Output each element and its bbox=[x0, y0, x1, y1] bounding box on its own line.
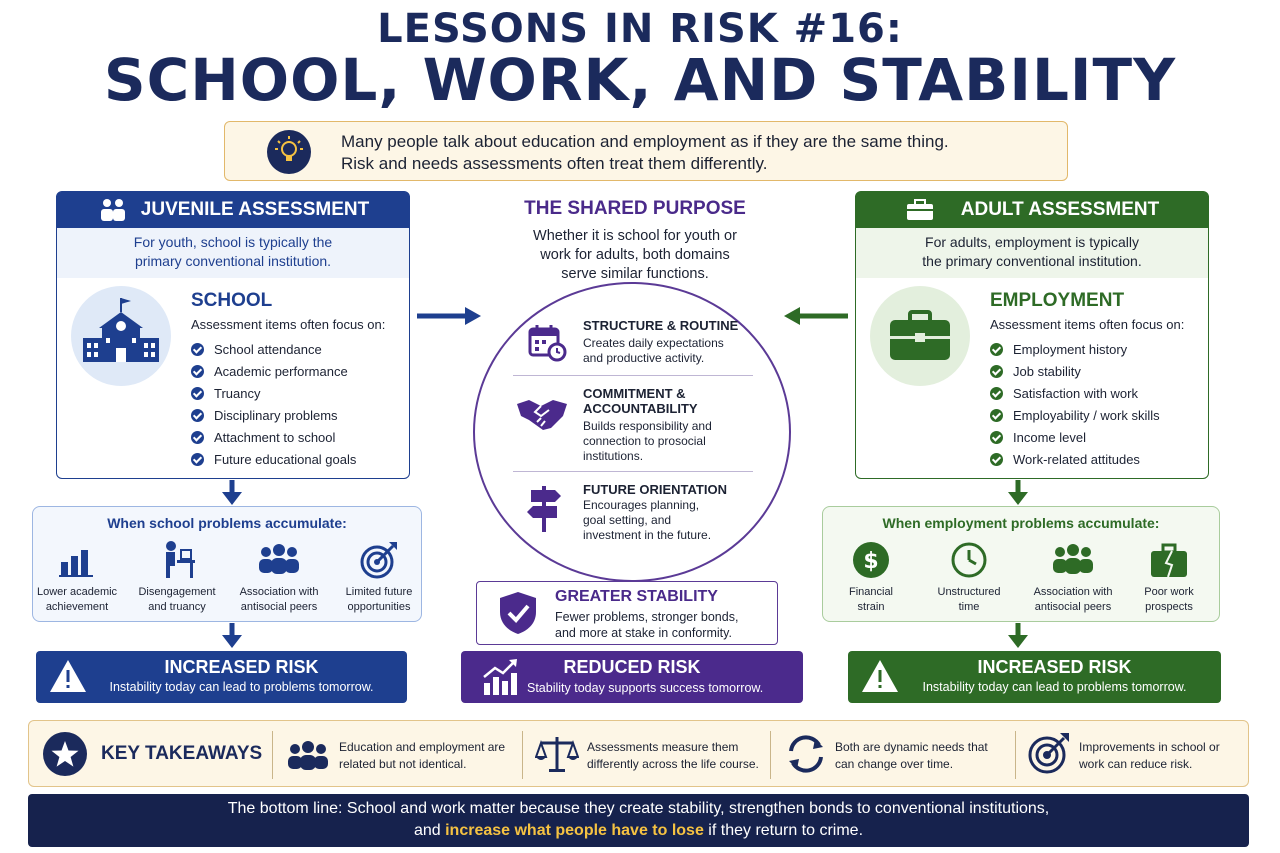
juvenile-lead: Assessment items often focus on: bbox=[191, 317, 386, 332]
divider bbox=[513, 471, 753, 472]
item-label: Academic performance bbox=[214, 363, 348, 379]
juvenile-risk-box bbox=[36, 651, 407, 703]
desc-line: investment in the future. bbox=[583, 528, 712, 542]
school-problems-box bbox=[32, 506, 422, 622]
desc-line: connection to prosocial bbox=[583, 434, 706, 448]
problem-label: Limited future bbox=[345, 586, 413, 598]
divider bbox=[513, 375, 753, 376]
list-item bbox=[990, 360, 1160, 382]
takeaway-line: work can reduce risk. bbox=[1079, 757, 1193, 771]
group-icon bbox=[256, 544, 302, 576]
problem-item bbox=[1119, 539, 1219, 615]
list-item bbox=[990, 382, 1160, 404]
cycle-icon bbox=[783, 731, 829, 777]
reduced-risk-box bbox=[461, 651, 803, 703]
juvenile-sub-line2: primary conventional institution. bbox=[134, 253, 332, 269]
list-item bbox=[191, 360, 356, 382]
problem-item bbox=[919, 539, 1019, 615]
group-icon bbox=[1050, 544, 1096, 576]
item-label: Employment history bbox=[1013, 341, 1128, 357]
item-label: Attachment to school bbox=[214, 429, 336, 445]
school-problems-title: When school problems accumulate: bbox=[107, 515, 347, 531]
shield-check-icon bbox=[497, 590, 539, 636]
function-desc bbox=[583, 336, 724, 366]
target-icon bbox=[359, 540, 399, 580]
adult-subtitle bbox=[856, 228, 1208, 278]
adult-sub-line1: For adults, employment is typically bbox=[925, 234, 1139, 250]
bottom-line2 bbox=[28, 820, 1249, 842]
intro-line1: Many people talk about education and employment as if they are the same thing. bbox=[341, 132, 949, 151]
check-icon bbox=[990, 387, 1003, 400]
shared-sub-line: Whether it is school for youth or bbox=[533, 228, 737, 244]
item-label: Employability / work skills bbox=[1013, 407, 1160, 423]
check-icon bbox=[191, 431, 204, 444]
check-icon bbox=[990, 453, 1003, 466]
person-at-desk-icon bbox=[157, 540, 197, 580]
item-label: School attendance bbox=[214, 341, 322, 357]
check-icon bbox=[990, 431, 1003, 444]
employment-problems-title: When employment problems accumulate: bbox=[882, 515, 1160, 531]
check-icon bbox=[191, 409, 204, 422]
adult-risk-box bbox=[848, 651, 1221, 703]
title-line1: LESSONS IN RISK #16: bbox=[377, 6, 903, 52]
function-title bbox=[583, 386, 698, 416]
problem-label: Association with bbox=[1033, 586, 1113, 598]
takeaway-line: differently across the life course. bbox=[587, 757, 759, 771]
problem-label: Unstructured bbox=[937, 586, 1001, 598]
check-icon bbox=[191, 387, 204, 400]
adult-panel bbox=[855, 191, 1209, 479]
group-icon bbox=[285, 731, 331, 777]
divider bbox=[522, 731, 523, 779]
arrow-right-icon bbox=[415, 304, 485, 328]
handshake-icon bbox=[515, 394, 569, 434]
bar-chart-icon bbox=[57, 542, 97, 578]
star-icon bbox=[43, 732, 87, 776]
svg-text:$: $ bbox=[863, 549, 879, 574]
key-takeaways-bar bbox=[28, 720, 1249, 787]
takeaway-line: Assessments measure them bbox=[587, 740, 739, 754]
desc-line: and productive activity. bbox=[583, 351, 705, 365]
item-label: Income level bbox=[1013, 429, 1086, 445]
function-title: STRUCTURE & ROUTINE bbox=[583, 318, 739, 333]
takeaway-text bbox=[1079, 739, 1220, 773]
bottom-pre: and bbox=[413, 822, 446, 839]
function-desc bbox=[583, 498, 711, 543]
list-item bbox=[990, 426, 1160, 448]
scales-icon bbox=[535, 731, 579, 777]
juvenile-subtitle bbox=[57, 228, 409, 278]
people-icon bbox=[97, 197, 129, 223]
problem-label: prospects bbox=[1145, 601, 1193, 613]
intro-line2: Risk and needs assessments often treat them differently. bbox=[341, 154, 768, 173]
list-item bbox=[191, 404, 356, 426]
target-icon bbox=[1027, 731, 1071, 777]
stability-title: GREATER STABILITY bbox=[555, 588, 718, 605]
check-icon bbox=[191, 365, 204, 378]
problem-label: and truancy bbox=[148, 601, 206, 613]
juvenile-header bbox=[57, 192, 409, 228]
problem-label: Poor work bbox=[1144, 586, 1194, 598]
arrow-down-icon bbox=[1006, 480, 1030, 506]
check-icon bbox=[990, 365, 1003, 378]
briefcase-icon bbox=[870, 286, 970, 386]
juvenile-header-label: JUVENILE ASSESSMENT bbox=[140, 199, 370, 220]
bottom-line1: The bottom line: School and work matter because they create stability, strengthen bonds to conventional institutions, bbox=[227, 800, 1050, 817]
problem-item bbox=[27, 539, 127, 615]
list-item bbox=[191, 426, 356, 448]
check-icon bbox=[990, 343, 1003, 356]
takeaway-text bbox=[339, 739, 505, 773]
juvenile-risk-title: INCREASED RISK bbox=[164, 657, 319, 677]
adult-header bbox=[856, 192, 1208, 228]
problem-label: opportunities bbox=[347, 601, 411, 613]
arrow-down-icon bbox=[220, 623, 244, 649]
shared-functions-circle bbox=[473, 282, 791, 582]
desc-line: and more at stake in conformity. bbox=[555, 626, 732, 640]
shared-sub-line: serve similar functions. bbox=[561, 266, 709, 282]
item-label: Disciplinary problems bbox=[214, 407, 338, 423]
arrow-left-icon bbox=[780, 304, 850, 328]
employment-heading: EMPLOYMENT bbox=[990, 290, 1125, 311]
problem-label: strain bbox=[857, 601, 885, 613]
bottom-highlight: increase what people have to lose bbox=[445, 822, 704, 839]
bottom-post: if they return to crime. bbox=[703, 822, 864, 839]
lightbulb-icon bbox=[267, 130, 311, 174]
problem-item bbox=[229, 539, 329, 615]
problem-item bbox=[821, 539, 921, 615]
list-item bbox=[191, 382, 356, 404]
signpost-icon bbox=[525, 484, 565, 532]
school-building-icon bbox=[71, 286, 171, 386]
divider bbox=[272, 731, 273, 779]
problem-item bbox=[329, 539, 429, 615]
list-item bbox=[990, 448, 1160, 470]
employment-problems-box bbox=[822, 506, 1220, 622]
calendar-icon bbox=[527, 322, 567, 362]
problem-label: antisocial peers bbox=[1034, 601, 1112, 613]
problem-label: Financial bbox=[848, 586, 894, 598]
title-line: ACCOUNTABILITY bbox=[583, 401, 698, 416]
divider bbox=[770, 731, 771, 779]
stability-desc bbox=[555, 609, 738, 641]
check-icon bbox=[191, 453, 204, 466]
adult-items-list bbox=[990, 338, 1160, 470]
list-item bbox=[990, 338, 1160, 360]
desc-line: institutions. bbox=[583, 449, 644, 463]
clock-icon bbox=[949, 540, 989, 580]
adult-lead: Assessment items often focus on: bbox=[990, 317, 1185, 332]
problem-item bbox=[1023, 539, 1123, 615]
problem-item bbox=[127, 539, 227, 615]
takeaway-line: can change over time. bbox=[835, 757, 954, 771]
takeaway-line: related but not identical. bbox=[339, 757, 467, 771]
school-heading: SCHOOL bbox=[191, 290, 273, 311]
item-label: Truancy bbox=[214, 385, 261, 401]
check-icon bbox=[990, 409, 1003, 422]
briefcase-icon bbox=[905, 198, 935, 222]
problem-label: Disengagement bbox=[138, 586, 216, 598]
shared-purpose-title: THE SHARED PURPOSE bbox=[524, 198, 746, 219]
adult-sub-line2: the primary conventional institution. bbox=[922, 253, 1142, 269]
adult-risk-title: INCREASED RISK bbox=[977, 657, 1132, 677]
desc-line: Encourages planning, bbox=[583, 498, 700, 512]
intro-box bbox=[224, 121, 1068, 181]
item-label: Satisfaction with work bbox=[1013, 385, 1138, 401]
desc-line: Creates daily expectations bbox=[583, 336, 724, 350]
list-item bbox=[191, 448, 356, 470]
check-icon bbox=[191, 343, 204, 356]
juvenile-sub-line1: For youth, school is typically the bbox=[133, 234, 333, 250]
broken-briefcase-icon bbox=[1148, 541, 1190, 579]
arrow-down-icon bbox=[1006, 623, 1030, 649]
dollar-icon bbox=[851, 540, 891, 580]
desc-line: Fewer problems, stronger bonds, bbox=[555, 610, 739, 624]
title-line: COMMITMENT & bbox=[583, 386, 686, 401]
takeaway-text bbox=[587, 739, 759, 773]
adult-risk-subtitle: Instability today can lead to problems tomorrow. bbox=[922, 680, 1187, 694]
item-label: Job stability bbox=[1013, 363, 1081, 379]
reduced-risk-subtitle: Stability today supports success tomorrow. bbox=[527, 681, 764, 695]
takeaway-line: Improvements in school or bbox=[1079, 740, 1220, 754]
juvenile-items-list bbox=[191, 338, 356, 470]
desc-line: goal setting, and bbox=[583, 513, 672, 527]
shared-purpose-subtitle bbox=[470, 227, 800, 284]
bottom-line-banner bbox=[28, 794, 1249, 847]
takeaway-line: Both are dynamic needs that bbox=[835, 740, 988, 754]
list-item bbox=[990, 404, 1160, 426]
problem-label: time bbox=[958, 601, 980, 613]
adult-header-label: ADULT ASSESSMENT bbox=[960, 199, 1160, 220]
problem-label: Lower academic bbox=[36, 586, 118, 598]
function-title: FUTURE ORIENTATION bbox=[583, 482, 727, 497]
item-label: Work-related attitudes bbox=[1013, 451, 1140, 467]
juvenile-panel bbox=[56, 191, 410, 479]
takeaway-line: Education and employment are bbox=[339, 740, 506, 754]
problem-label: antisocial peers bbox=[240, 601, 318, 613]
problem-label: achievement bbox=[45, 601, 109, 613]
title-line2: SCHOOL, WORK, AND STABILITY bbox=[103, 46, 1177, 114]
shared-sub-line: work for adults, both domains bbox=[540, 247, 730, 263]
list-item bbox=[191, 338, 356, 360]
greater-stability-box bbox=[476, 581, 778, 645]
juvenile-risk-subtitle: Instability today can lead to problems tomorrow. bbox=[109, 680, 374, 694]
intro-text bbox=[341, 131, 949, 175]
problem-label: Association with bbox=[239, 586, 319, 598]
item-label: Future educational goals bbox=[214, 451, 357, 467]
divider bbox=[1015, 731, 1016, 779]
function-desc bbox=[583, 419, 712, 464]
key-takeaways-title: KEY TAKEAWAYS bbox=[101, 743, 263, 764]
reduced-risk-title: REDUCED RISK bbox=[563, 657, 701, 677]
arrow-down-icon bbox=[220, 480, 244, 506]
desc-line: Builds responsibility and bbox=[583, 419, 712, 433]
takeaway-text bbox=[835, 739, 988, 773]
